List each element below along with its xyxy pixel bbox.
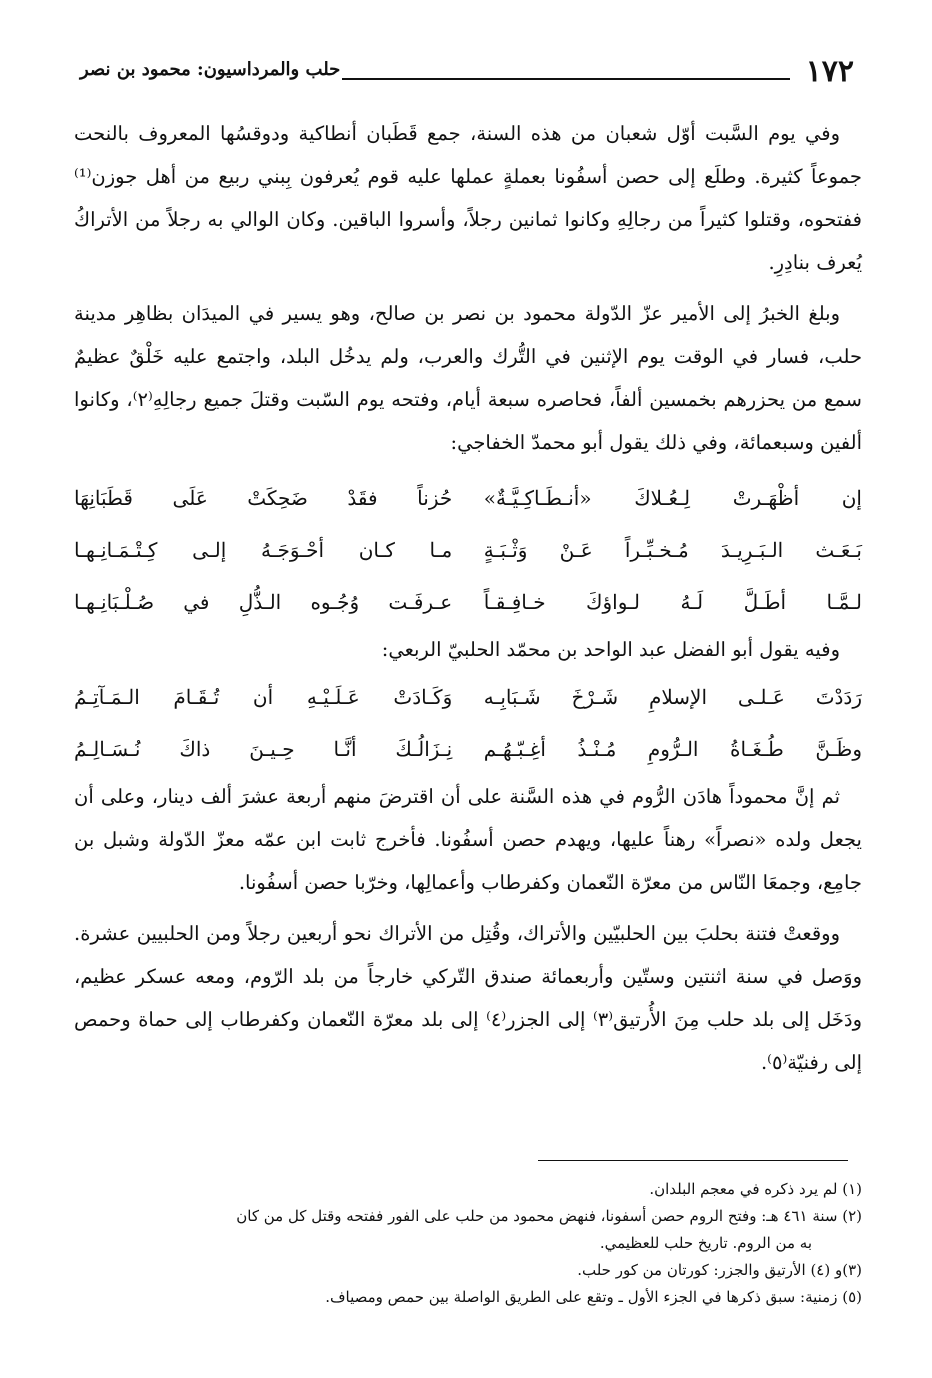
footnote-2: (٢) سنة ٤٦١ هـ: وفتح الروم حصن أسفونا، فنهض محمود من حلب على الفور ففتحه وقتل كل من كان	[236, 1207, 862, 1225]
verse-line	[74, 723, 862, 775]
verse-first-hemistich: لـمَّـا أطَـلَّ لَـهُ لـواؤكَ خـافِـقـاً	[483, 590, 862, 614]
verse-line	[74, 472, 862, 524]
verse-line	[74, 524, 862, 576]
main-text	[74, 112, 862, 1092]
footnote-5: (٥) زمنية: سبق ذكرها في الجزء الأول ـ وتقع على الطريق الواصلة بين حمص ومصياف.	[325, 1288, 862, 1306]
verse-second-hemistich: عـرفَـت وُجُـوه الـذُّلِ في صُـلْـبَانِـهـا	[74, 590, 453, 614]
verse-line	[74, 671, 862, 723]
poem-rabai	[74, 671, 862, 775]
running-title: حلب والمرداسيون: محمود بن نصر	[80, 59, 341, 80]
footnote-2-continuation: به من الروم. تاريخ حلب للعظيمي.	[599, 1234, 812, 1252]
verse-second-hemistich: مـا كـان أحْـوَجَـهُ إلـى كِـتْـمَـانِـهـا	[74, 538, 453, 562]
page-header	[80, 52, 854, 96]
footnote-1: (١) لم يرد ذكره في معجم البلدان.	[649, 1180, 862, 1198]
header-rule	[342, 78, 790, 80]
footnote-3-4: (٣)و (٤) الأرتيق والجزر: كورتان من كور حلب.	[577, 1261, 862, 1279]
page-number: ١٧٢	[805, 54, 854, 89]
verse-first-hemistich: بَـعَـث الـبَـرِيـدَ مُـخـبِّـراً عَـنْ وَثْـبَـةٍ	[483, 538, 862, 562]
verse-second-hemistich: نِـزَالُـكَ أنَّـا حِـيـنَ ذاكَ نُـسَـالِـمُ	[74, 737, 453, 761]
verse-first-hemistich: رَدَدْتَ عَـلـى الإسلامِ شَـرْخَ شَـبَابِـه	[483, 685, 862, 709]
paragraph-1: وفي يوم السَّبت أوّل شعبان من هذه السنة، جمع قَطَبان أنطاكية ودوقسُها المعروف بالنحت جموعاً كثيرة. وطلَع إلى حصن أسفُونا بعملةٍ عملها عليه قوم يُعرفون بِبني ربيع من أهل جوزن⁽¹⁾ ففتحوه، وقتلوا كثيراً من رجالِهِ وكانوا ثمانين رجلاً، وأسروا الباقين. وكان الوالي به رجلاً من الأتراكُ يُعرف بنادِرِ.	[74, 122, 862, 274]
verse-second-hemistich: وَكَـادَتْ عَـلَـيْـهِ أن تُـقَـامَ الـمَـآتِـمُ	[74, 685, 453, 709]
verse-first-hemistich: إن أظْهَـرتْ لِـعُـلاكَ «أنـطَـاكِـيَّـةٌ»	[483, 486, 862, 510]
footnote-rule	[538, 1160, 848, 1161]
poem-khafaji	[74, 472, 862, 628]
paragraph-3: ثم إنَّ محموداً هادَن الرُّوم في هذه السَّنة على أن اقترضَ منهم أربعة عشرَ ألف دينار، وعلى أن يجعل ولده «نصراً» رهناً عليها، ويهدم حصن أسفُونا. فأخرج ثابت ابن عمّه معزّ الدّولة وشبل بن جامِع، وجمعَا النّاس من معرّة النّعمان وكفرطاب وأعمالِها، وخرّبا حصن أسفُونا.	[74, 785, 862, 894]
footnotes	[74, 1176, 862, 1311]
verse-line	[74, 576, 862, 628]
poem-intro: وفيه يقول أبو الفضل عبد الواحد بن محمّد الحلبيّ الربعي:	[381, 638, 840, 661]
paragraph-4: ووقعتْ فتنة بحلبَ بين الحلبيّين والأتراك، وقُتِل من الأتراك نحو أربعين رجلاً ومن الحلبيين عشرة. ووَصل في سنة اثنتين وستّين وأربعمائة صندق التّركي خارجاً من بلد الرّوم، ومعه عسكر عظيم، ودَخَل إلى بلد حلب مِنَ الأُرتيق⁽٣⁾ إلى الجزر⁽٤⁾ إلى بلد معرّة النّعمان وكفرطاب إلى حماة وحمص إلى رفنيّة⁽٥⁾.	[74, 922, 862, 1074]
verse-first-hemistich: وظَـنَّ طُـغَـاةُ الـرُّومِ مُـنْـذُ أغِـبّـهُـم	[483, 737, 862, 761]
paragraph-2: وبلغ الخبرُ إلى الأمير عزّ الدّولة محمود بن نصر بن صالح، وهو يسير في الميدَان بظاهِر مدينة حلب، فسار في الوقت يوم الإثنين في التُّرك والعرب، ولم يدخُل البلد، واجتمع عليه خَلْقٌ عظيمٌ سمع من يحزرهم بخمسين ألفاً، فحاصره سبعة أيام، وفتحه يوم السّبت وقتلَ جميع رجالِهِ⁽٢⁾، وكانوا ألفين وسبعمائة، وفي ذلك يقول أبو محمدّ الخفاجي:	[74, 302, 862, 454]
verse-second-hemistich: حُزناً فقَدْ ضَحِكَتْ عَلَى قَطَبَانِهَا	[74, 486, 453, 510]
